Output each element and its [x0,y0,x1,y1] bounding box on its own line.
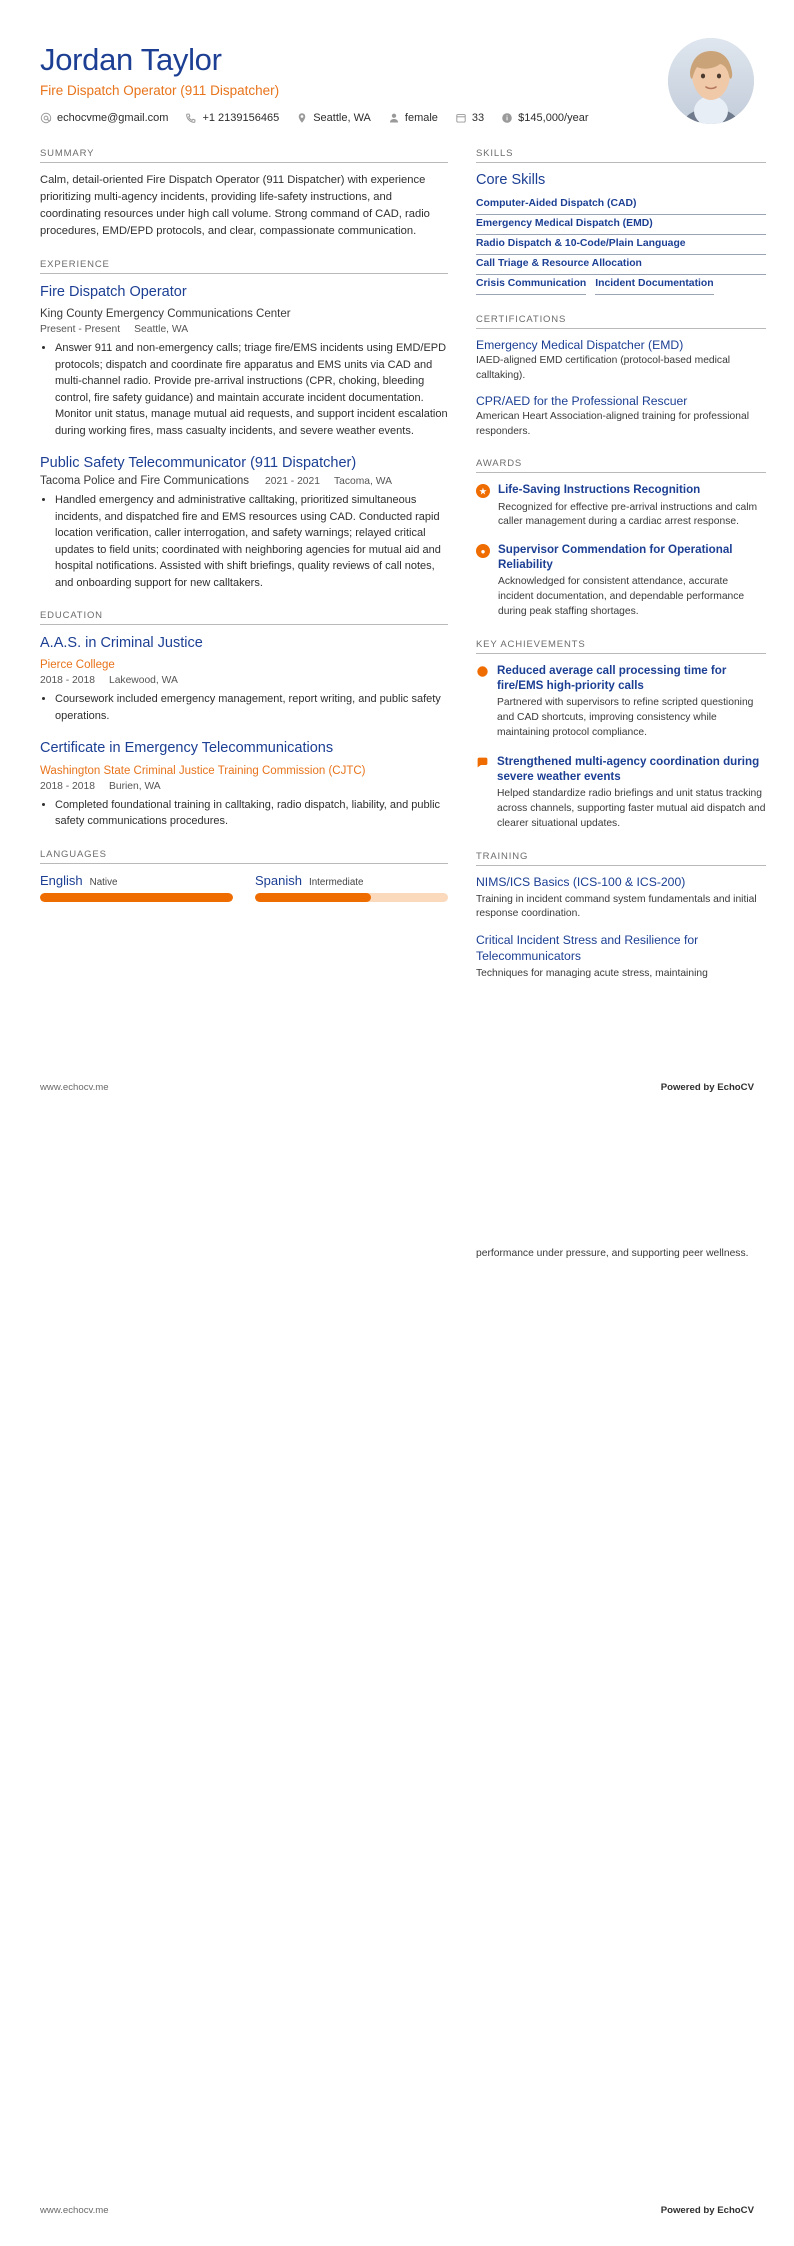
award-desc: Acknowledged for consistent attendance, accurate incident documentation, and dependable performance during peak staffing shortages. [498,576,745,618]
language-progress-fill [255,893,371,902]
section-training [476,851,766,981]
award-body [498,482,766,530]
contact-phone-value: +1 2139156465 [202,111,280,124]
skill-tag: Crisis Communication [476,275,586,295]
training-continuation: performance under pressure, and supporting peer wellness. [476,1248,749,1259]
experience-meta [265,476,392,487]
award-icon: ● [476,544,490,558]
education-bullets [40,797,448,830]
divider [40,162,448,163]
language-progress-fill [40,893,233,902]
experience-bullets [40,340,448,439]
contact-location [296,112,371,124]
language-progress-track [40,893,233,902]
experience-bullets [40,492,448,591]
chat-icon [476,756,489,769]
training-desc: Techniques for managing acute stress, maintaining [476,967,708,979]
award-item [476,542,766,620]
experience-heading: EXPERIENCE [40,259,110,271]
contact-phone[interactable] [185,112,279,124]
skill-row [476,195,766,215]
skill-row [476,255,766,275]
right-column [476,148,766,1000]
award-desc: Recognized for effective pre-arrival instructions and calm caller management during a cardiac arrest response. [498,501,758,528]
content-columns [40,148,766,1000]
language-level: Native [89,876,118,888]
footer-site[interactable]: www.echocv.me [40,1082,109,1093]
section-experience [40,259,448,591]
language-name: Spanish [255,872,302,888]
certification-name: CPR/AED for the Professional Rescuer [476,394,688,409]
experience-location: Seattle, WA [134,324,189,336]
section-languages [40,849,448,902]
language-head [40,873,233,888]
contact-gender-value: female [404,111,438,124]
experience-org: Tacoma Police and Fire Communications [40,475,250,488]
certification-item [476,394,766,439]
page-footer [40,2205,754,2216]
divider [476,472,766,473]
contact-age [455,112,484,124]
divider [476,865,766,866]
contact-email-value: echocvme@gmail.com [57,111,169,124]
bullet: • Handled emergency and administrative calltaking, prioritized simultaneous incidents, and dispatched fire and EMS resources using CAD. Conducted rapid location verification, caller interrogation, and safety warnings; relayed critical updates to field units; coordinated with neighboring agencies for mutual aid and hospital notifications. Assisted with shift briefings, quality reviews of call notes, and onboarding support for new calltakers. [55,492,448,591]
language-level: Intermediate [308,876,364,888]
certification-name: Emergency Medical Dispatcher (EMD) [476,338,684,352]
resume-header [40,38,754,124]
awards-heading: AWARDS [476,458,523,470]
contact-email[interactable] [40,112,168,124]
summary-text: Calm, detail-oriented Fire Dispatch Operator (911 Dispatcher) with experience prioritizing multi-agency incidents, providing life-safety instructions, and coordinating resources under high call volume. Strong command of CAD, radio procedures, EMD/EPD protocols, and clear, compassionate communication. [40,174,430,238]
bullet: • Completed foundational training in calltaking, radio dispatch, liability, and public safety communications procedures. [55,797,448,830]
education-org: Pierce College [40,659,115,672]
section-summary [40,148,448,240]
contact-salary-value: $145,000/year [518,111,589,124]
training-heading: TRAINING [476,851,529,863]
education-title: Certificate in Emergency Telecommunications [40,740,334,757]
contact-gender [388,112,438,124]
award-title: Supervisor Commendation for Operational Reliability [498,543,733,572]
skill-tag: Computer-Aided Dispatch (CAD) [476,195,766,215]
section-skills [476,148,766,295]
education-dates: 2018 - 2018 [40,675,95,687]
key-achievement-item [476,754,766,832]
experience-org: King County Emergency Communications Center [40,308,291,321]
award-body [498,542,766,620]
key-achievement-title: Reduced average call processing time for fire/EMS high-priority calls [497,664,727,693]
training-item [476,875,766,922]
education-meta [40,675,448,686]
avatar-image [668,38,754,124]
language-item [40,873,233,902]
experience-entry [40,454,448,591]
skill-tag: Incident Documentation [595,275,713,295]
education-bullets [40,691,448,724]
education-location: Lakewood, WA [108,675,178,687]
language-progress-track [255,893,448,902]
certification-desc: American Heart Association-aligned training for professional responders. [476,411,750,437]
section-education [40,610,448,829]
skills-group-title: Core Skills [476,172,546,188]
education-location: Burien, WA [108,780,161,792]
job-title: Fire Dispatch Operator (911 Dispatcher) [40,82,280,98]
experience-location: Tacoma, WA [333,476,392,488]
training-item [476,933,766,981]
education-entry [40,634,448,724]
experience-dates: 2021 - 2021 [265,476,320,488]
experience-meta [40,324,448,335]
experience-title: Public Safety Telecommunicator (911 Dispatcher) [40,455,357,472]
skill-row [476,215,766,235]
medal-icon: ★ [476,484,490,498]
bullet: • Answer 911 and non-emergency calls; triage fire/EMS incidents using EMD/EPD protocols; dispatch and coordinate fire apparatus and EMS units via CAD and multi-channel radio. Provide pre-arrival instructions (CPR, choking, bleeding control, fire safety guidance) and maintain accurate incident documentation. Monitor unit status, manage mutual aid requests, and support incident escalation during working fires, mass casualty incidents, and severe weather events. [55,340,448,439]
experience-org-row [40,475,448,487]
contact-location-value: Seattle, WA [313,111,371,124]
header-left [40,38,606,124]
training-name: Critical Incident Stress and Resilience for Telecommunicators [476,933,699,963]
divider [40,624,448,625]
language-head [255,873,448,888]
key-achievements-heading: KEY ACHIEVEMENTS [476,639,586,651]
page-title: Jordan Taylor [40,42,222,77]
contact-list [40,112,606,124]
skill-row [476,275,766,295]
education-dates: 2018 - 2018 [40,780,95,792]
education-heading: EDUCATION [40,610,103,622]
section-certifications [476,314,766,439]
footer-powered-by: Powered by EchoCV [660,1082,754,1093]
dot-icon [476,665,489,678]
experience-title: Fire Dispatch Operator [40,284,187,301]
key-achievement-body [497,663,766,741]
language-name: English [40,872,83,888]
divider [40,273,448,274]
certification-item [476,338,766,383]
training-name: NIMS/ICS Basics (ICS-100 & ICS-200) [476,875,686,890]
divider [476,653,766,654]
award-title: Life-Saving Instructions Recognition [498,483,701,497]
key-achievement-body [497,754,766,832]
resume-page-2 [0,1123,794,2246]
page2-content [40,1161,754,1262]
education-meta [40,781,448,792]
language-list [40,873,448,902]
education-org: Washington State Criminal Justice Training Commission (CJTC) [40,764,366,777]
calendar-icon [455,112,467,124]
divider [476,328,766,329]
skill-tag: Radio Dispatch & 10-Code/Plain Language [476,235,766,255]
contact-age-value: 33 [471,111,485,124]
person-icon [388,112,400,124]
key-achievement-title: Strengthened multi-agency coordination during severe weather events [497,755,760,784]
left-column [40,148,448,1000]
avatar [668,38,754,124]
award-item [476,482,766,530]
skill-tag: Emergency Medical Dispatch (EMD) [476,215,766,235]
skill-tag: Call Triage & Resource Allocation [476,255,766,275]
certification-desc: IAED-aligned EMD certification (protocol-based medical calltaking). [476,355,731,381]
key-achievement-desc: Helped standardize radio briefings and unit status tracking across channels, supporting faster mutual aid dispatch and clearer situational updates. [497,788,766,830]
summary-heading: SUMMARY [40,148,95,159]
certifications-heading: CERTIFICATIONS [476,314,567,325]
key-achievement-item [476,663,766,741]
skills-heading: SKILLS [476,148,514,159]
page-footer [40,1082,754,1093]
experience-dates: Present - Present [40,324,121,336]
email-icon [40,112,52,124]
key-achievement-desc: Partnered with supervisors to refine scripted questioning and CAD shortcuts, improving consistency while maintaining protocol compliance. [497,697,754,739]
divider [40,863,448,864]
bullet: • Coursework included emergency management, report writing, and public safety operations. [55,691,448,724]
section-key-achievements [476,639,766,832]
education-entry [40,739,448,829]
contact-salary [501,112,588,124]
training-desc: Training in incident command system fundamentals and initial response coordination. [476,893,757,920]
location-icon [296,112,308,124]
salary-icon [501,112,513,124]
languages-heading: LANGUAGES [40,848,107,860]
section-awards [476,458,766,620]
language-item [255,873,448,902]
divider [476,162,766,163]
education-title: A.A.S. in Criminal Justice [40,635,203,652]
phone-icon [185,112,197,124]
skill-row [476,235,766,255]
footer-powered-by: Powered by EchoCV [660,2205,754,2216]
footer-site[interactable]: www.echocv.me [40,2205,109,2216]
experience-entry [40,283,448,439]
